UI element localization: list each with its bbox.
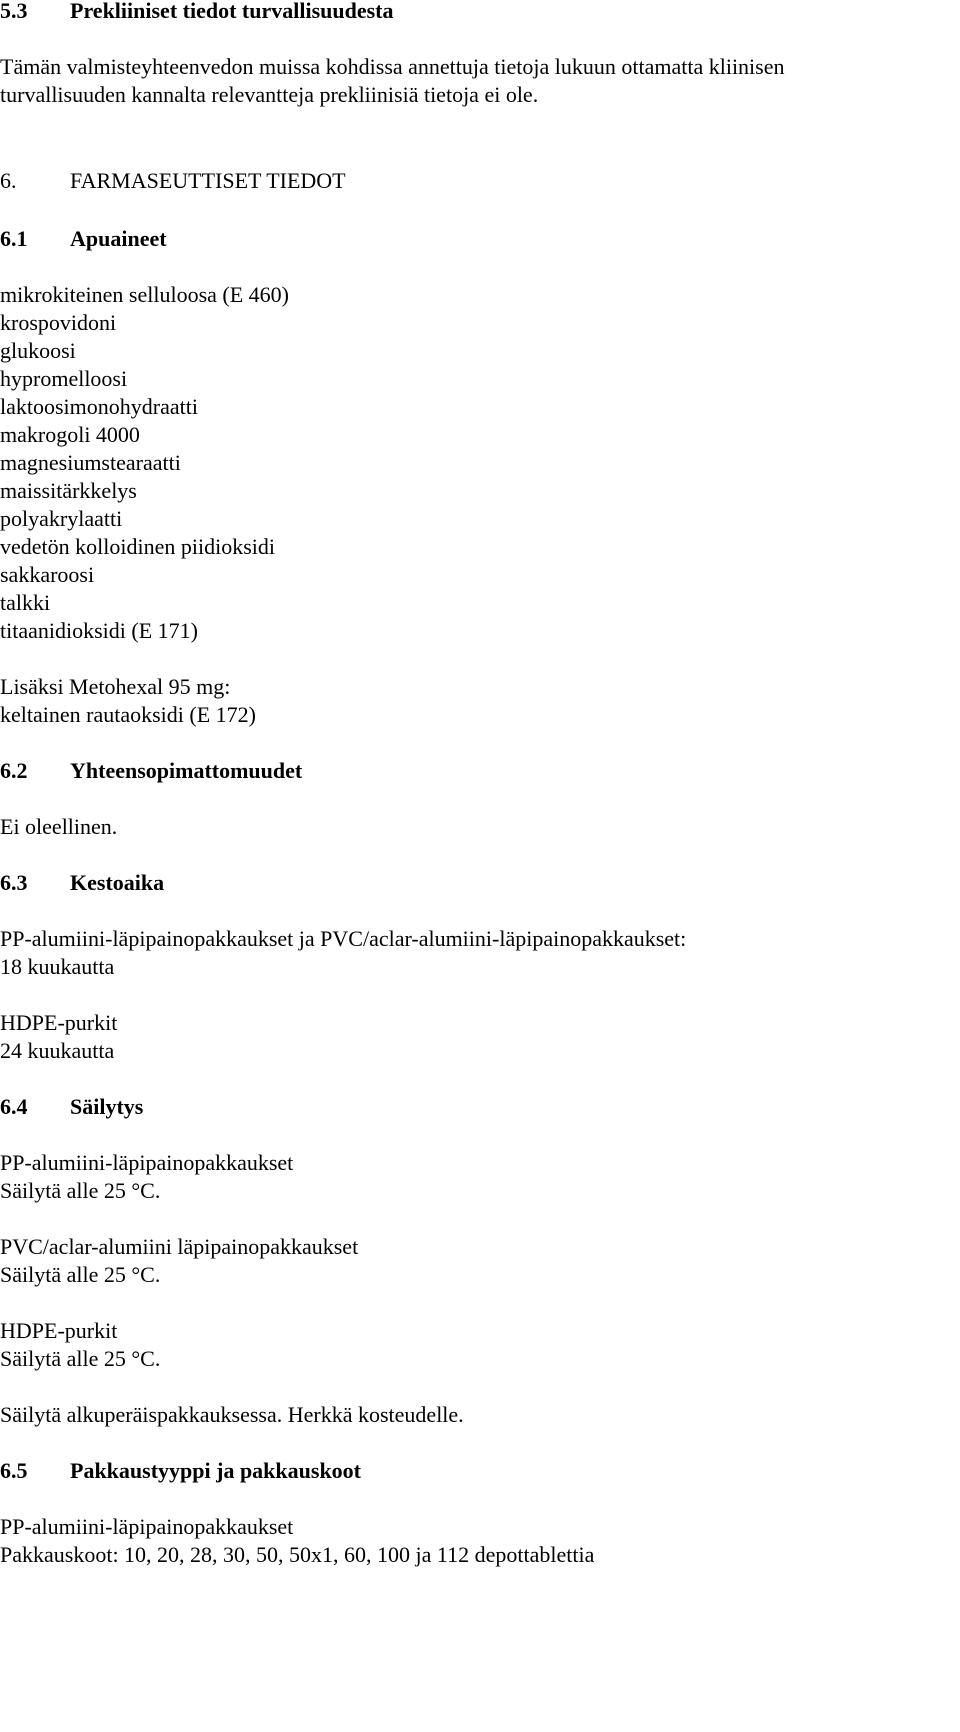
- excipient-item: titaanidioksidi (E 171): [0, 618, 198, 643]
- section-6-2-heading: [0, 756, 302, 786]
- excipient-item: talkki: [0, 590, 51, 615]
- excipient-item: sakkaroosi: [0, 562, 95, 587]
- storage-pack-2-note: Säilytä alle 25 °C.: [0, 1262, 161, 1287]
- section-6-heading: [0, 166, 346, 196]
- section-number: 6.: [0, 168, 17, 193]
- shelf-life-pack-1: PP-alumiini-läpipainopakkaukset ja PVC/aclar-alumiini-läpipainopakkaukset:: [0, 926, 687, 951]
- excipient-extra-label: Lisäksi Metohexal 95 mg:: [0, 674, 231, 699]
- section-number: 6.5: [0, 1458, 28, 1483]
- section-title: Prekliiniset tiedot turvallisuudesta: [70, 0, 394, 23]
- excipient-item: mikrokiteinen selluloosa (E 460): [0, 282, 289, 307]
- section-5-3-paragraph-line-2: turvallisuuden kannalta relevantteja prekliinisiä tietoja ei ole.: [0, 82, 539, 107]
- shelf-life-pack-1-time: 18 kuukautta: [0, 954, 115, 979]
- section-number: 6.1: [0, 226, 28, 251]
- excipient-item: maissitärkkelys: [0, 478, 137, 503]
- section-number: 6.4: [0, 1094, 28, 1119]
- package-type-1: PP-alumiini-läpipainopakkaukset: [0, 1514, 294, 1539]
- section-title: Kestoaika: [70, 870, 165, 895]
- section-6-1-heading: [0, 224, 167, 254]
- shelf-life-pack-2-time: 24 kuukautta: [0, 1038, 115, 1063]
- excipient-item: hypromelloosi: [0, 366, 128, 391]
- storage-pack-1: PP-alumiini-läpipainopakkaukset: [0, 1150, 294, 1175]
- storage-general-note: Säilytä alkuperäispakkauksessa. Herkkä kosteudelle.: [0, 1402, 464, 1427]
- excipient-item: laktoosimonohydraatti: [0, 394, 198, 419]
- section-number: 6.2: [0, 758, 28, 783]
- excipient-item: magnesiumstearaatti: [0, 450, 181, 475]
- excipient-item: glukoosi: [0, 338, 76, 363]
- storage-pack-3: HDPE-purkit: [0, 1318, 118, 1343]
- storage-pack-3-note: Säilytä alle 25 °C.: [0, 1346, 161, 1371]
- shelf-life-pack-2: HDPE-purkit: [0, 1010, 118, 1035]
- storage-pack-1-note: Säilytä alle 25 °C.: [0, 1178, 161, 1203]
- section-number: 6.3: [0, 870, 28, 895]
- excipient-item: makrogoli 4000: [0, 422, 140, 447]
- section-title: FARMASEUTTISET TIEDOT: [70, 168, 346, 193]
- excipient-item: vedetön kolloidinen piidioksidi: [0, 534, 275, 559]
- section-title: Säilytys: [70, 1094, 144, 1119]
- section-number: 5.3: [0, 0, 28, 23]
- section-title: Yhteensopimattomuudet: [70, 758, 303, 783]
- section-6-3-heading: [0, 868, 164, 898]
- section-title: Pakkaustyyppi ja pakkauskoot: [70, 1458, 362, 1483]
- excipient-item: krospovidoni: [0, 310, 117, 335]
- package-type-1-sizes: Pakkauskoot: 10, 20, 28, 30, 50, 50x1, 60, 100 ja 112 depottablettia: [0, 1542, 595, 1567]
- section-5-3-paragraph-line-1: Tämän valmisteyhteenvedon muissa kohdissa annettuja tietoja lukuun ottamatta kliinisen: [0, 54, 785, 79]
- excipient-extra-item: keltainen rautaoksidi (E 172): [0, 702, 256, 727]
- section-6-2-text: Ei oleellinen.: [0, 814, 118, 839]
- excipient-item: polyakrylaatti: [0, 506, 123, 531]
- section-6-4-heading: [0, 1092, 143, 1122]
- section-title: Apuaineet: [70, 226, 167, 251]
- storage-pack-2: PVC/aclar-alumiini läpipainopakkaukset: [0, 1234, 359, 1259]
- section-5-3-heading: [0, 0, 394, 26]
- section-6-5-heading: [0, 1456, 361, 1486]
